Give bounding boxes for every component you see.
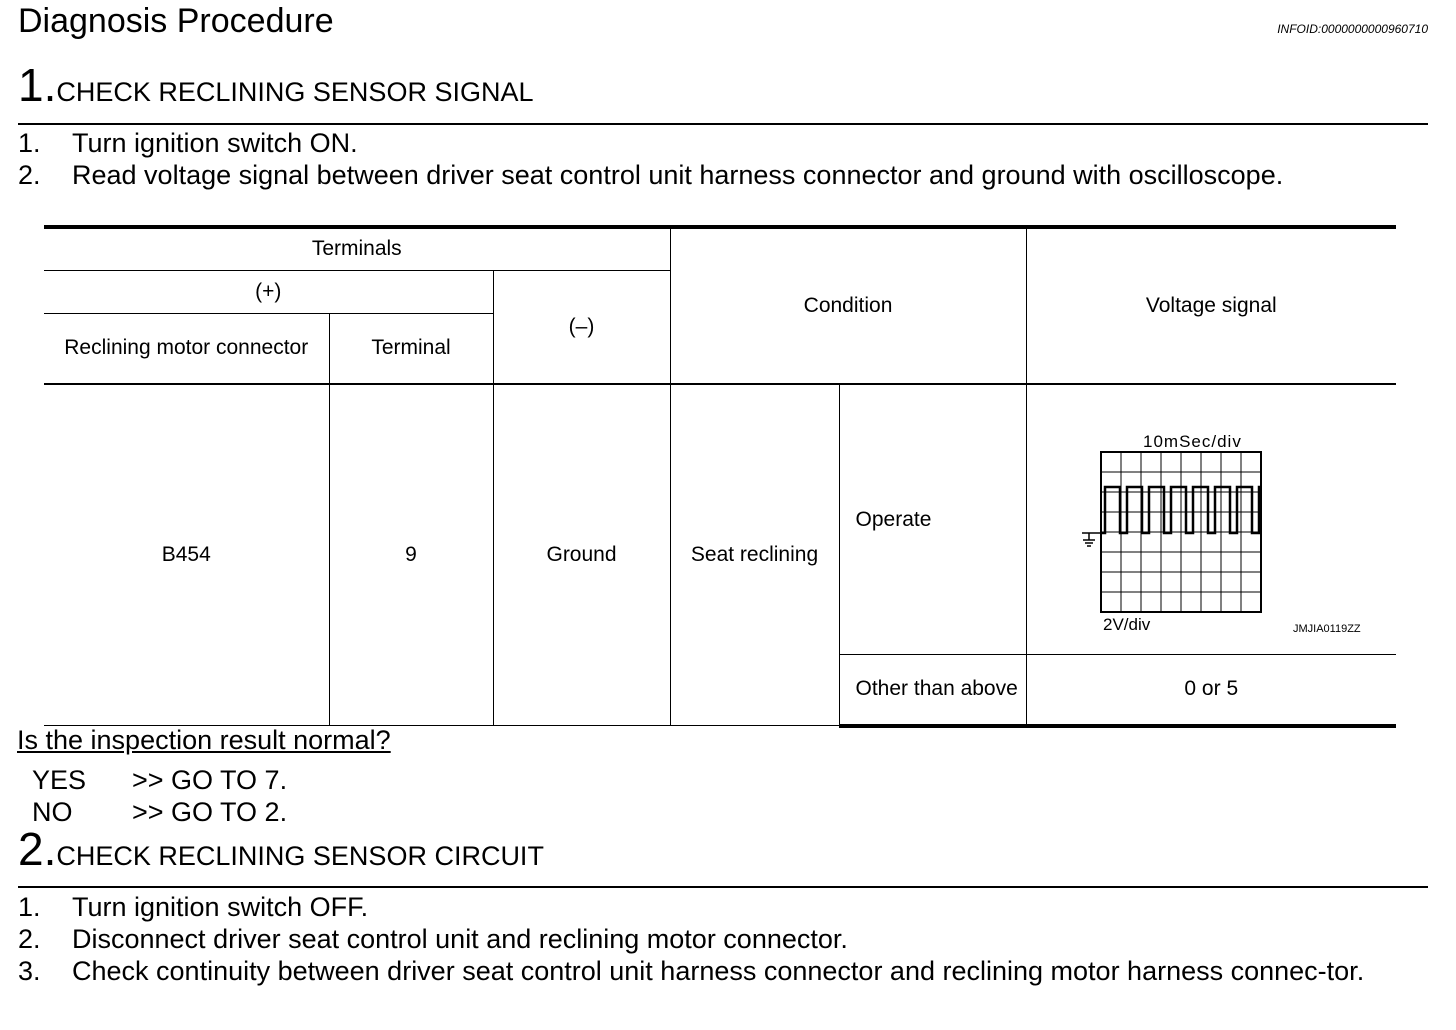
connector-cell: B454: [44, 384, 329, 726]
answers: [32, 764, 287, 828]
ground-cell: Ground: [493, 384, 670, 726]
operate-cell: Operate: [839, 384, 1026, 655]
answer-yes: YES >> GO TO 7.: [32, 765, 288, 795]
oscilloscope-waveform: [1027, 385, 1397, 648]
other-value-cell: 0 or 5: [1026, 655, 1396, 726]
volt-div-label: 2V/div: [1102, 615, 1150, 634]
list-item: 1. Turn ignition switch ON.: [18, 128, 358, 158]
step-1-title: CHECK RECLINING SENSOR SIGNAL: [56, 77, 534, 107]
scope-cell: [1026, 384, 1396, 655]
time-div-label: 10mSec/div: [1142, 432, 1242, 451]
step-2-heading: [18, 822, 544, 876]
step-2-title: CHECK RECLINING SENSOR CIRCUIT: [56, 841, 544, 871]
condition-cell: Seat reclining: [670, 384, 839, 726]
figure-id-label: JMJIA0119ZZ: [1292, 623, 1361, 635]
list-item: 2. Disconnect driver seat control unit and reclining motor connector.: [18, 924, 848, 954]
step-2-instructions: [18, 891, 1430, 987]
inspection-question: Is the inspection result normal?: [17, 725, 391, 755]
step-2-number: 2.: [18, 823, 57, 875]
other-cell: Other than above: [839, 655, 1026, 726]
step-1-instructions: [18, 127, 1430, 191]
connector-header: Reclining motor connector: [44, 313, 329, 384]
plus-header: (+): [44, 270, 493, 313]
terminal-cell: 9: [329, 384, 493, 726]
minus-header: (–): [493, 270, 670, 384]
page-title: Diagnosis Procedure: [18, 2, 334, 40]
list-item: 1. Turn ignition switch OFF.: [18, 892, 369, 922]
terminal-header: Terminal: [329, 313, 493, 384]
voltage-header: Voltage signal: [1026, 227, 1396, 384]
list-item: 2. Read voltage signal between driver seat control unit harness connector and ground with oscilloscope.: [18, 160, 1284, 190]
step-1-heading: [18, 58, 533, 112]
spec-table: [44, 225, 1396, 728]
condition-header: Condition: [670, 227, 1026, 384]
step-1-rule: [18, 123, 1428, 125]
step-1-number: 1.: [18, 59, 57, 111]
list-item: 3. Check continuity between driver seat control unit harness connector and reclining motor harness connec-tor.: [18, 956, 1365, 986]
terminals-header: Terminals: [44, 227, 670, 270]
info-id: INFOID:0000000000960710: [1277, 22, 1428, 36]
ground-symbol-icon: [1082, 533, 1101, 546]
answer-no: NO >> GO TO 2.: [32, 797, 288, 827]
step-2-rule: [18, 886, 1428, 888]
